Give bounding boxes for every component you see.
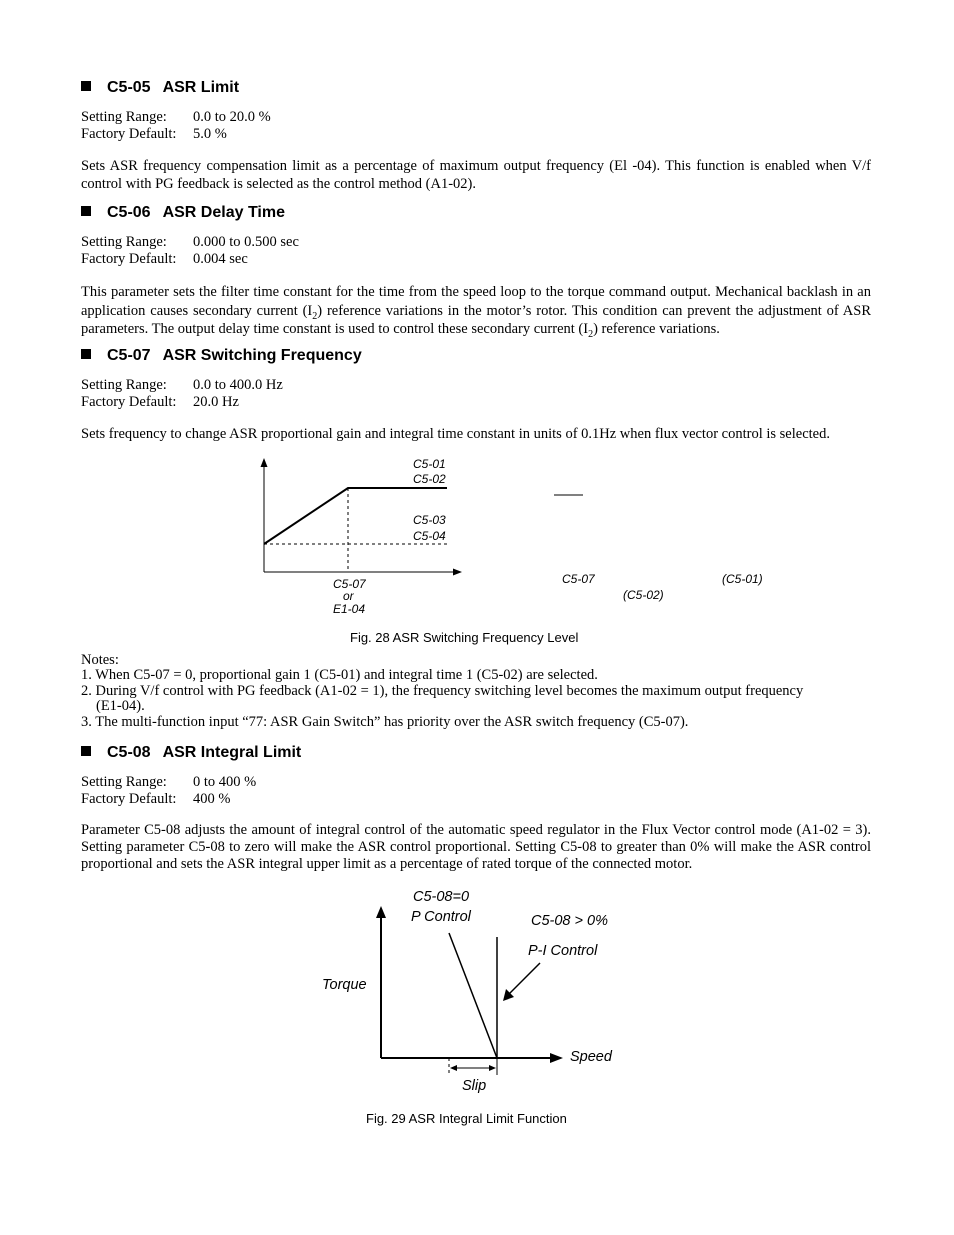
setting-range: Setting Range: 0.0 to 20.0 %: [81, 109, 271, 125]
fig29-pointer-line: [508, 963, 540, 995]
label-c5-04: C5-04: [413, 529, 446, 543]
note-1: 1. When C5-07 = 0, proportional gain 1 (C5-01) and integral time 1 (C5-02) are selected.: [81, 667, 598, 683]
heading-c5-06: C5-06 ASR Delay Time: [81, 204, 285, 222]
factory-default: Factory Default: 0.004 sec: [81, 251, 248, 267]
label-c5-01: C5-01: [413, 457, 446, 471]
label-right-c5-01: (C5-01): [722, 572, 763, 586]
note-3: 3. The multi-function input “77: ASR Gain Switch” has priority over the ASR switch frequency (C5-07).: [81, 714, 689, 730]
setting-range: Setting Range: 0 to 400 %: [81, 774, 257, 790]
fig29-speed-arrow-icon: [550, 1053, 563, 1063]
label-c5-08-positive: C5-08 > 0%: [531, 913, 608, 929]
figure-29-caption: Fig. 29 ASR Integral Limit Function: [366, 1111, 567, 1126]
label-x-e1-04: E1-04: [333, 602, 366, 616]
setting-range: Setting Range: 0.000 to 0.500 sec: [81, 234, 299, 250]
label-c5-02: C5-02: [413, 472, 446, 486]
label-pi-control: P-I Control: [528, 943, 598, 959]
figure-28-caption: Fig. 28 ASR Switching Frequency Level: [350, 630, 579, 645]
paragraph-c5-05: Sets ASR frequency compensation limit as a percentage of maximum output frequency (El -04). This function is enabled when V/f control with PG feedback is selected as the control method (A1-02).: [81, 158, 871, 192]
label-torque: Torque: [322, 977, 367, 993]
label-slip: Slip: [462, 1078, 487, 1094]
label-speed: Speed: [570, 1049, 612, 1065]
factory-default: Factory Default: 400 %: [81, 791, 231, 807]
heading-c5-05: C5-05 ASR Limit: [81, 79, 239, 97]
label-c5-03: C5-03: [413, 513, 446, 527]
heading-c5-07: C5-07 ASR Switching Frequency: [81, 347, 362, 365]
setting-range: Setting Range: 0.0 to 400.0 Hz: [81, 377, 283, 393]
note-2: 2. During V/f control with PG feedback (A1-02 = 1), the frequency switching level becomes the maximum output frequency: [81, 683, 804, 699]
notes-title: Notes:: [81, 652, 119, 668]
paragraph-c5-08: Parameter C5-08 adjusts the amount of integral control of the automatic speed regulator in the Flux Vector control mode (A1-02 = 3). Setting parameter C5-08 to zero will make the ASR control proportional. Setting C5-08 to greater than 0% will make the ASR control proportional and sets the ASR integral upper limit as a percentage of rated torque of the connected motor.: [81, 822, 871, 872]
fig29-slip-arrow-right-icon: [489, 1065, 496, 1071]
fig29-torque-arrow-icon: [376, 906, 386, 918]
fig29-slip-arrow-left-icon: [450, 1065, 457, 1071]
factory-default: Factory Default: 20.0 Hz: [81, 394, 239, 410]
label-right-c5-07: C5-07: [562, 572, 595, 586]
fig29-p-control-line: [449, 933, 497, 1058]
factory-default: Factory Default: 5.0 %: [81, 126, 227, 142]
label-right-c5-02: (C5-02): [623, 588, 664, 602]
note-2-continued: (E1-04).: [96, 698, 145, 714]
heading-c5-08: C5-08 ASR Integral Limit: [81, 744, 301, 762]
label-x-c5-07: C5-07: [333, 577, 366, 591]
label-p-control: P Control: [411, 909, 471, 925]
paragraph-c5-06: This parameter sets the filter time constant for the time from the speed loop to the torque command output. Mechanical backlash in an application causes secondary current $(I_2)$ reference variations in the motor’s rotor. This condition can prevent the adjustment of ASR parameters. The output delay time constant is used to control these secondary current $(I_2)$ reference variations.: [81, 284, 871, 340]
paragraph-c5-07: Sets frequency to change ASR proportional gain and integral time constant in units of 0.1Hz when flux vector control is selected.: [81, 426, 830, 442]
label-c5-08-zero: C5-08=0: [413, 889, 470, 905]
label-x-or: or: [343, 589, 354, 603]
